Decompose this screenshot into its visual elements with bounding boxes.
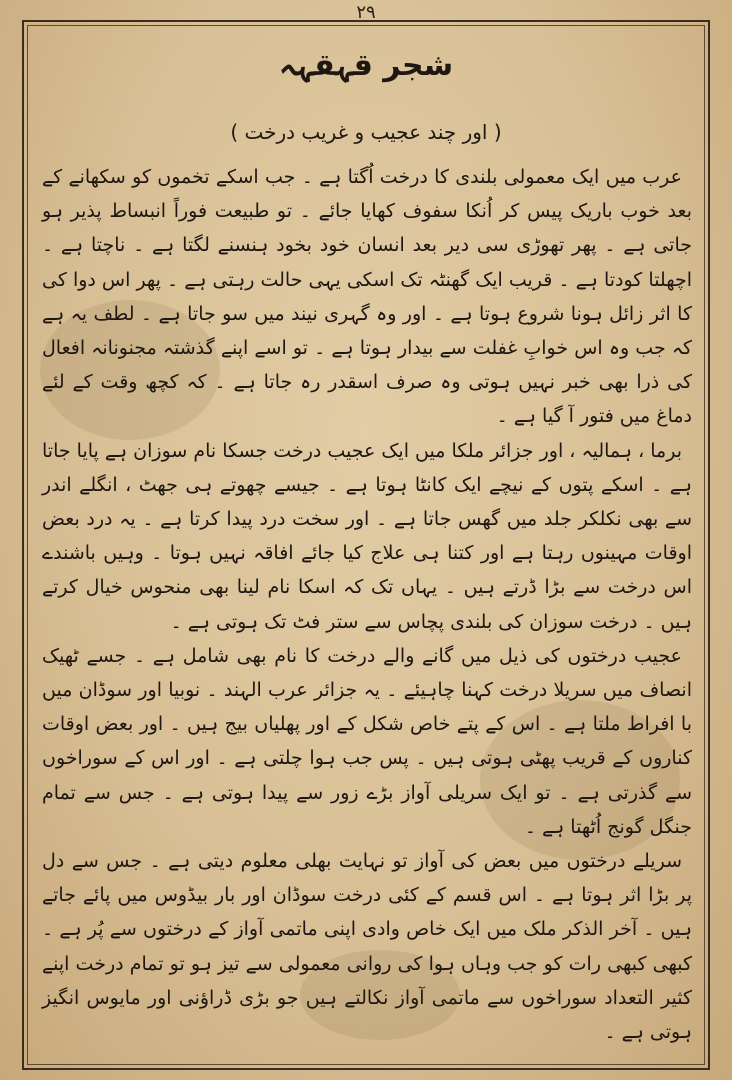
paragraph-singing-tree: عجیب درختوں کی ذیل میں گانے والے درخت کا نام بھی شامل ہے ۔ جسے ٹھیک انصاف میں سریلا درخت کہنا چاہیئے ۔ یہ جزائر عرب الہند ۔ نوبیا اور سوڈان میں با افراط ملتا ہے ۔ اس کے پتے خاص شکل کے اور پھلیاں بیج ہیں ۔ اور بعض اوقات کناروں کے قریب پھٹی ہوتی ہیں ۔ پس جب ہوا چلتی ہے ۔ اور اس کے سوراخوں سے گذرتی ہے ۔ تو ایک سریلی آواز بڑے زور سے پیدا ہوتی ہے ۔ جس سے تمام جنگل گونج اُٹھتا ہے ۔ <box>42 644 692 838</box>
page-title: شجر قہقہہ <box>278 48 454 83</box>
paragraph-mournful-trees: سریلے درختوں میں بعض کی آواز تو نہایت بھلی معلوم دیتی ہے ۔ جس سے دل پر بڑا اثر ہوتا ہے ۔ اس قسم کے کئی درخت سوڈان اور بار بیڈوس میں پائے جاتے ہیں ۔ آخر الذکر ملک میں ایک خاص وادی اپنی ماتمی آواز کے درختوں سے پُر ہے ۔ کبھی کبھی رات کو جب وہاں ہوا کی روانی معمولی سے تیز ہو تو تمام درخت اپنے کثیر التعداد سوراخوں سے ماتمی آواز نکالتے ہیں جو بڑی ڈراؤنی اور مایوس انگیز ہوتی ہے ۔ <box>42 850 692 1044</box>
page-subtitle: ( اور چند عجیب و غریب درخت ) <box>230 120 502 144</box>
article-body <box>42 160 692 1049</box>
paragraph-suzan-tree: برما ، ہمالیہ ، اور جزائر ملکا میں ایک عجیب درخت جسکا نام سوزان ہے پایا جاتا ہے ۔ اسکے پتوں کے نیچے ایک کانٹا ہوتا ہے ۔ جیسے چھوتے ہی جھٹ ، انگلے اندر سے بھی نکلکر جلد میں گھس جاتا ہے ۔ اور سخت درد پیدا کرتا ہے ۔ یہ درد بعض اوقات مہینوں رہتا ہے اور کتنا ہی علاج کیا جائے افاقہ نہیں ہوتا ۔ وہیں باشندے اس درخت سے بڑا ڈرتے ہیں ۔ یہاں تک کہ اسکا نام لینا بھی منحوس خیال کرتے ہیں ۔ درخت سوزان کی بلندی پچاس سے ستر فٹ تک ہوتی ہے ۔ <box>42 439 692 633</box>
paragraph-laughing-tree: عرب میں ایک معمولی بلندی کا درخت اُگتا ہے ۔ جب اسکے تخموں کو سکھانے کے بعد خوب باریک پیس کر اُنکا سفوف کھایا جائے ۔ تو طبیعت فوراً انبساط پذیر ہو جاتی ہے ۔ پھر تھوڑی سی دیر بعد انسان خود بخود ہنسنے لگتا ہے ۔ ناچتا ہے ۔ اچھلتا کودتا ہے ۔ قریب ایک گھنٹہ تک اسکی یہی حالت رہتی ہے ۔ پھر اس دوا کی کا اثر زائل ہونا شروع ہوتا ہے ۔ اور وہ گہری نیند میں سو جاتا ہے ۔ لطف یہ ہے کہ جب وہ اس خوابِ غفلت سے بیدار ہوتا ہے ۔ تو اسے اپنے گذشتہ مجنونانہ افعال کی ذرا بھی خبر نہیں ہوتی وہ صرف اسقدر رہ جاتا ہے ۔ کہ کچھ وقت کے لئے دماغ میں فتور آ گیا ہے ۔ <box>42 166 692 428</box>
page-number: ۲۹ <box>356 2 376 23</box>
